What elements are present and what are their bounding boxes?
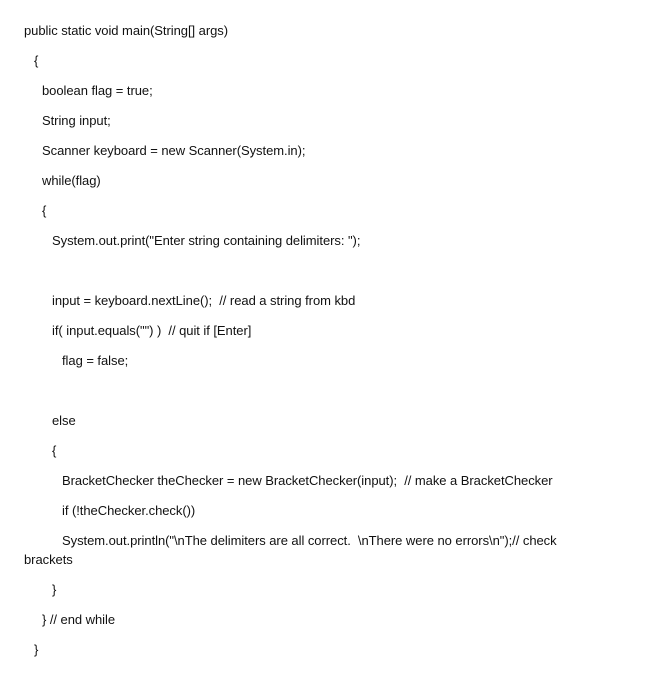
code-line-bracket-checker: BracketChecker theChecker = new BracketChecker(input); // make a BracketChecker [62, 473, 553, 488]
code-line-boolean-flag: boolean flag = true; [42, 83, 153, 98]
code-line-read-input: input = keyboard.nextLine(); // read a string from kbd [52, 293, 356, 308]
code-line-println: System.out.println("\nThe delimiters are all correct. \nThere were no errors\n");// check [62, 533, 557, 548]
code-line-close-brace-else: } [52, 582, 57, 597]
code-line-brackets-wrap: brackets [24, 552, 73, 567]
code-line-end-while: } // end while [42, 612, 116, 627]
code-line-else: else [52, 413, 76, 428]
code-line-open-brace-method: { [34, 53, 39, 68]
code-line-open-brace-while: { [42, 203, 47, 218]
code-line-print-prompt: System.out.print("Enter string containing delimiters: "); [52, 233, 361, 248]
code-line-open-brace-else: { [52, 443, 57, 458]
code-line-while: while(flag) [42, 173, 101, 188]
code-line-method-signature: public static void main(String[] args) [24, 23, 229, 38]
code-line-scanner: Scanner keyboard = new Scanner(System.in); [42, 143, 306, 158]
code-line-flag-false: flag = false; [62, 353, 129, 368]
code-line-if-empty: if( input.equals("") ) // quit if [Enter] [52, 323, 252, 338]
code-line-string-input: String input; [42, 113, 111, 128]
code-line-close-brace-method: } [34, 642, 39, 657]
code-line-if-check: if (!theChecker.check()) [62, 503, 196, 518]
